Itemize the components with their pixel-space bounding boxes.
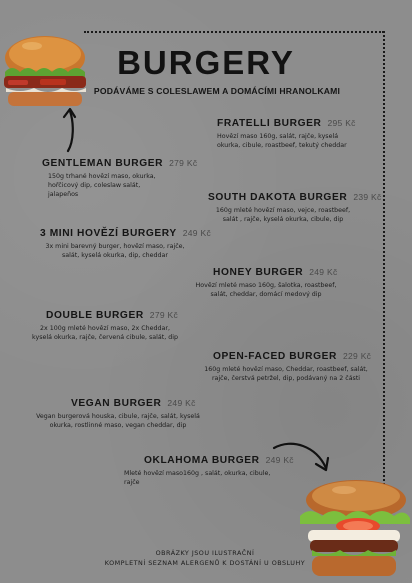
item-description: 3x mini barevný burger, hovězí maso, rajče, salát, kyselá okurka, dip, cheddar	[45, 243, 185, 259]
item-description: Mleté hovězí maso160g , salát, okurka, cibule, rajče	[124, 470, 271, 486]
menu-item-fratelli	[217, 118, 357, 150]
item-price: 249 Kč	[309, 267, 338, 277]
item-description: 160g mleté hovězí maso, vejce, roastbeef, salát , rajče, kyselá okurka, cibule, dip	[215, 207, 351, 223]
menu-item-south-dakota	[208, 192, 382, 224]
item-description: Hovězí mleté maso 160g, šalotka, roastbeef, salát, cheddar, domácí medový dip	[195, 282, 337, 298]
menu-item-gentleman	[42, 158, 198, 199]
item-name: OPEN-FACED BURGER	[213, 351, 337, 362]
menu-title: BURGERY	[117, 44, 295, 81]
item-description: 160g mleté hovězí maso, Cheddar, roastbeef, salát, rajče, čerstvá petržel, dip, podávaný na 2 části	[204, 366, 368, 382]
item-name: 3 MINI HOVĚZÍ BURGERY	[40, 228, 177, 239]
item-name: FRATELLI BURGER	[217, 118, 322, 129]
footer-line-allergens: KOMPLETNÍ SEZNAM ALERGENŮ K DOSTÁNÍ U OBSLUHY	[104, 559, 306, 567]
item-name: SOUTH DAKOTA BURGER	[208, 192, 348, 203]
burger-photo-top	[0, 28, 90, 112]
menu-item-oklahoma	[124, 455, 294, 487]
item-price: 249 Kč	[265, 455, 294, 465]
item-description: 2x 100g mleté hovězí maso, 2x Cheddar, kyselá okurka, rajče, červená cibule, salát, dip	[32, 325, 178, 341]
menu-subtitle: PODÁVÁME S COLESLAWEM A DOMÁCÍMI HRANOLKAMI	[93, 86, 341, 96]
menu-item-3-mini	[40, 228, 212, 260]
item-price: 279 Kč	[169, 158, 198, 168]
menu-item-honey	[186, 267, 346, 299]
footer-note	[100, 548, 310, 568]
arrow-icon-up	[58, 105, 82, 153]
item-name: VEGAN BURGER	[71, 398, 162, 409]
item-price: 249 Kč	[182, 228, 212, 238]
item-name: HONEY BURGER	[213, 267, 304, 278]
item-price: 229 Kč	[342, 351, 372, 361]
menu-item-open-faced	[200, 351, 372, 383]
item-price: 279 Kč	[149, 310, 179, 320]
menu-item-vegan	[33, 398, 203, 430]
dotted-frame-top	[84, 31, 384, 33]
burger-photo-bottom	[296, 476, 412, 583]
item-price: 249 Kč	[167, 398, 196, 408]
dotted-frame-right	[383, 31, 385, 501]
item-description: Hovězí maso 160g, salát, rajče, kyselá okurka, cibule, roastbeef, tekutý cheddar	[217, 133, 347, 149]
item-description: Vegan burgerová houska, cibule, rajče, salát, kyselá okurka, rostlinné maso, vegan cheddar, dip	[36, 413, 200, 429]
item-price: 295 Kč	[327, 118, 356, 128]
item-description: 150g trhané hovězí maso, okurka, hořčicový dip, coleslaw salát, jalapeños	[48, 173, 156, 198]
item-name: DOUBLE BURGER	[46, 310, 144, 321]
menu-item-double	[30, 310, 180, 342]
item-name: OKLAHOMA BURGER	[144, 455, 260, 466]
footer-line-illustrative: OBRÁZKY JSOU ILUSTRAČNÍ	[155, 549, 255, 557]
item-name: GENTLEMAN BURGER	[42, 158, 164, 169]
item-price: 239 Kč	[353, 192, 382, 202]
